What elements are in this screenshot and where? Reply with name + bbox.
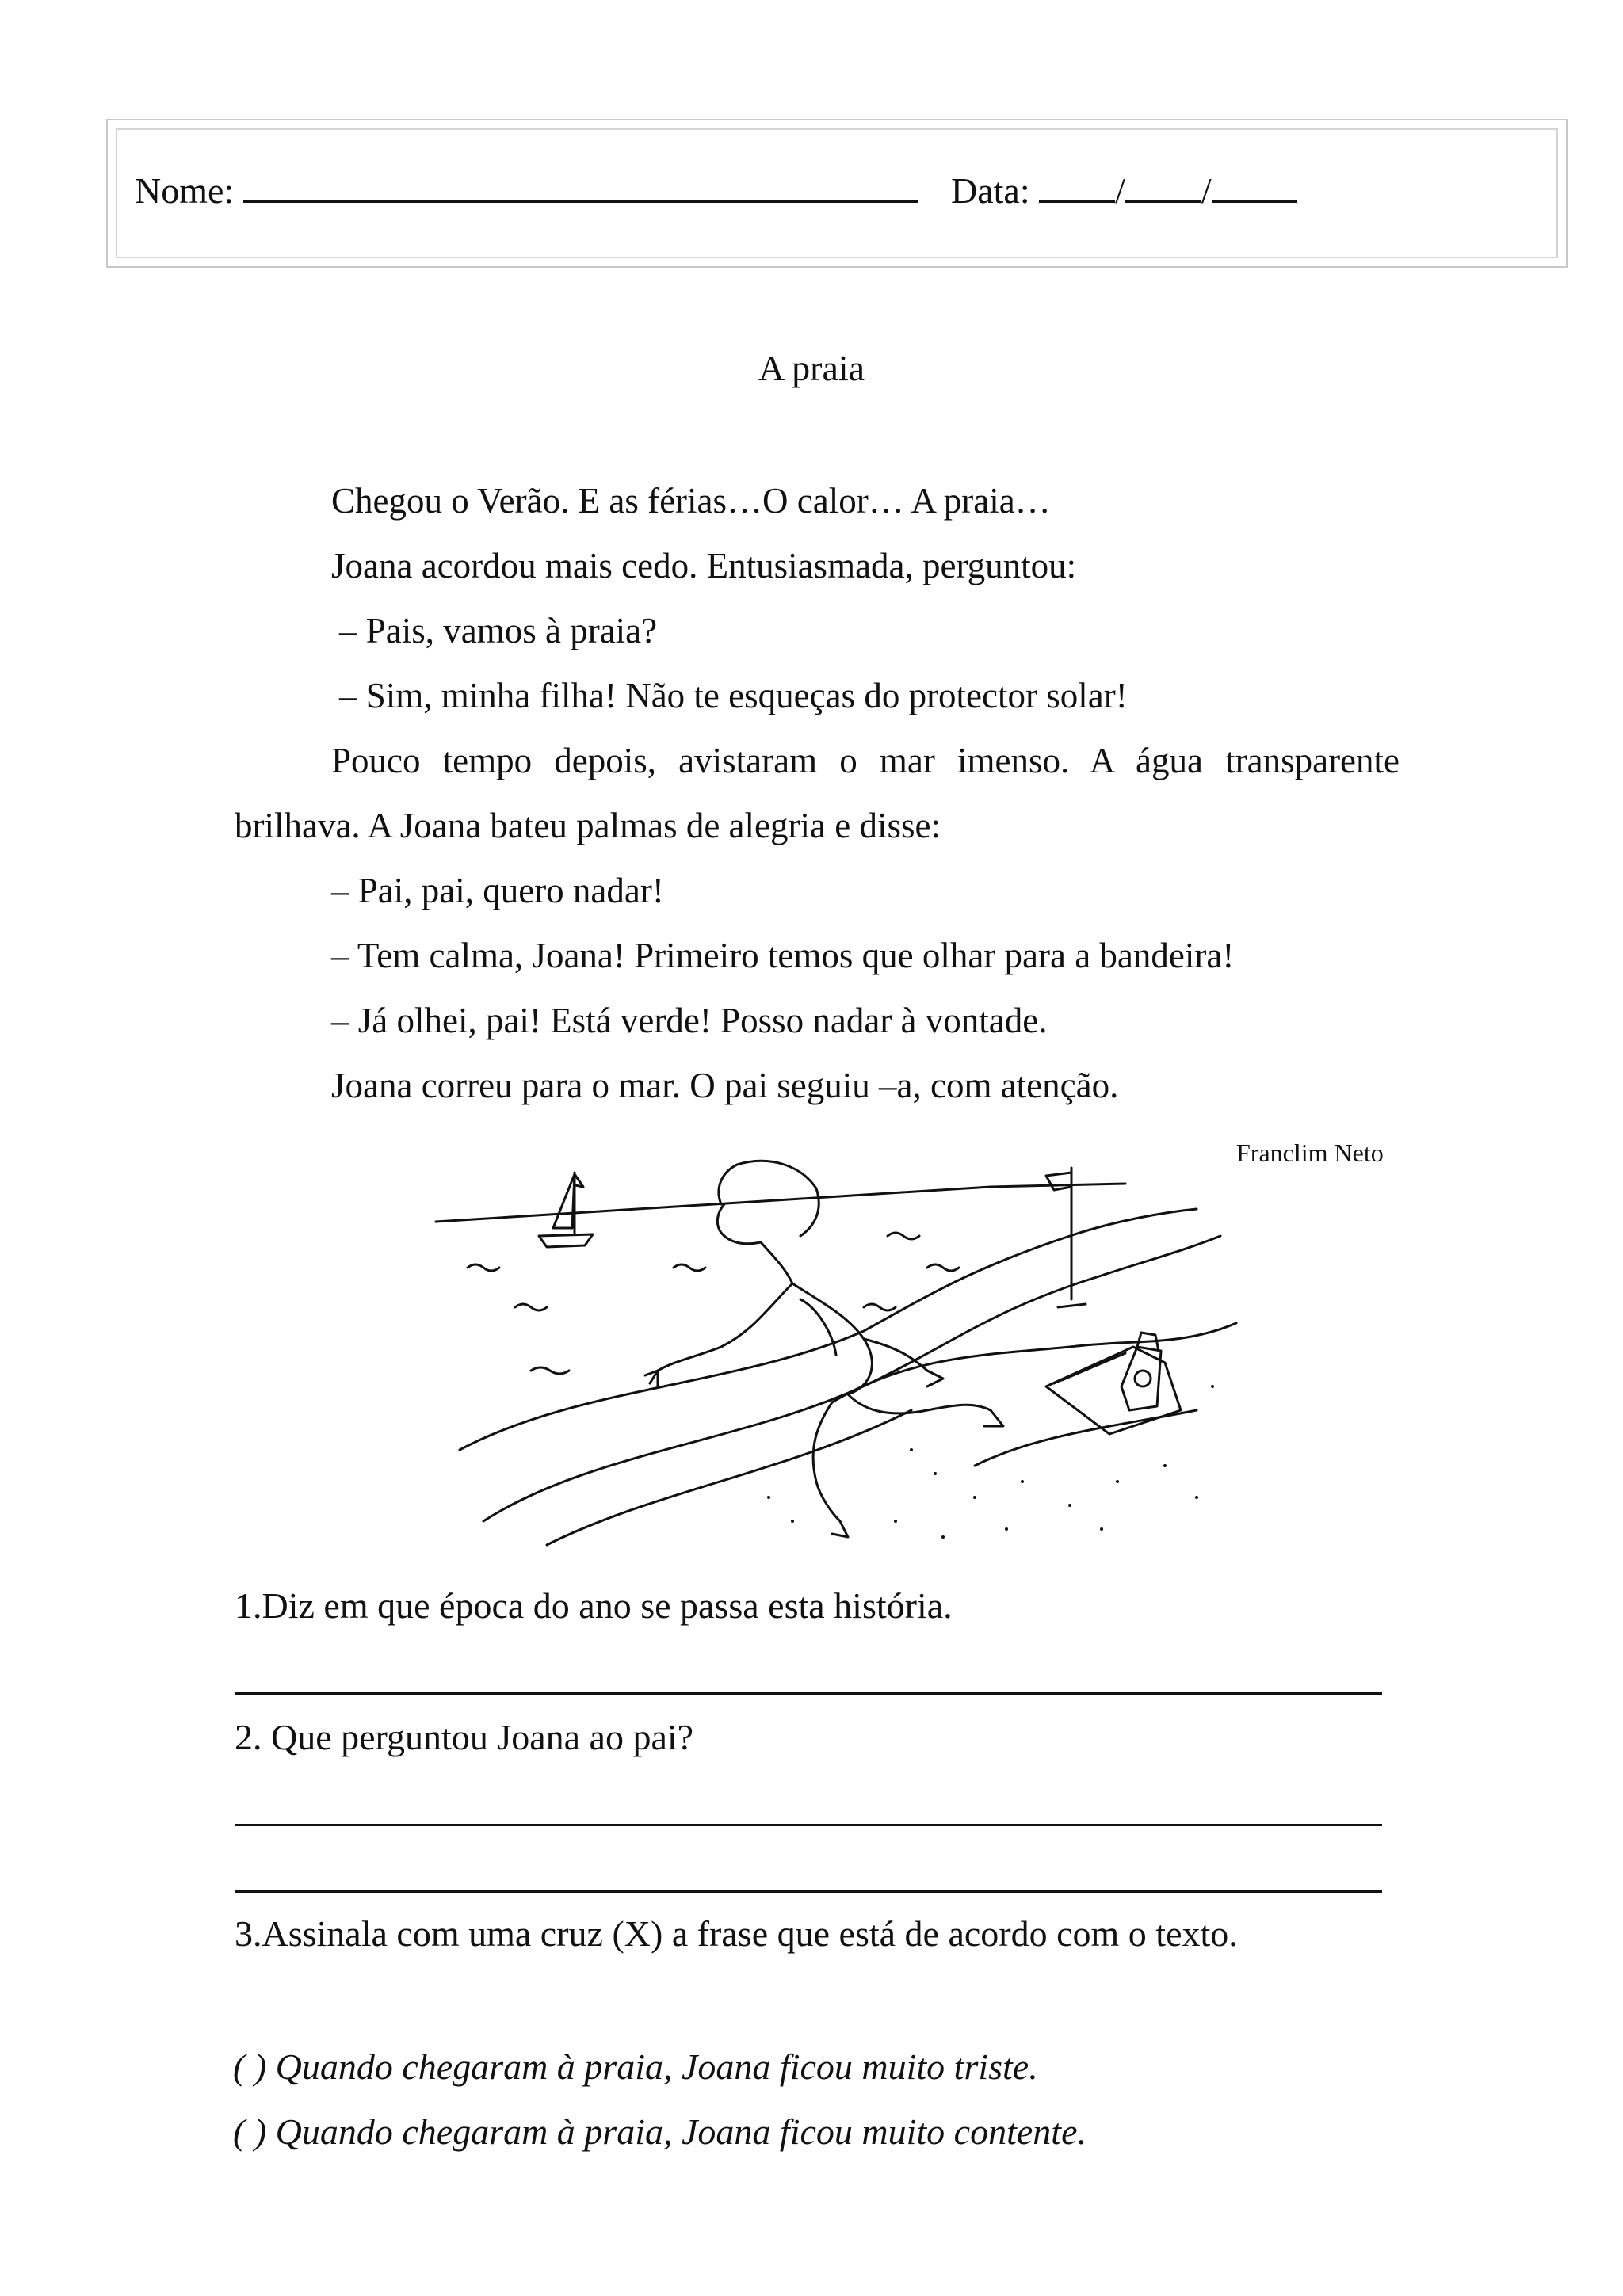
date-label: Data: bbox=[951, 170, 1030, 211]
answer-line-1[interactable] bbox=[235, 1692, 1382, 1695]
option-sad[interactable]: ( ) Quando chegaram à praia, Joana ficou muito triste. bbox=[233, 2046, 1038, 2087]
girl-running-icon bbox=[645, 1161, 1003, 1537]
sunscreen-bottle-icon bbox=[1121, 1333, 1161, 1410]
month-blank[interactable] bbox=[1125, 174, 1201, 203]
paragraph-line: brilhava. A Joana bateu palmas de alegria e disse: bbox=[235, 806, 941, 845]
name-field[interactable] bbox=[135, 170, 918, 211]
name-blank[interactable] bbox=[243, 174, 918, 203]
dialogue-line: – Sim, minha filha! Não te esqueças do protector solar! bbox=[339, 676, 1128, 715]
option-happy[interactable]: ( ) Quando chegaram à praia, Joana ficou muito contente. bbox=[233, 2111, 1086, 2152]
day-blank[interactable] bbox=[1039, 174, 1115, 203]
answer-line-2[interactable] bbox=[235, 1824, 1382, 1826]
dialogue-line: – Tem calma, Joana! Primeiro temos que olhar para a bandeira! bbox=[331, 936, 1235, 975]
date-slash: / bbox=[1115, 170, 1125, 211]
page-title: A praia bbox=[758, 348, 865, 388]
year-blank[interactable] bbox=[1212, 174, 1297, 203]
header-box bbox=[106, 119, 1568, 268]
dialogue-line: – Pais, vamos à praia? bbox=[339, 611, 658, 650]
horizon-line bbox=[436, 1184, 1125, 1222]
answer-line-3[interactable] bbox=[235, 1890, 1382, 1893]
paragraph-line: Joana acordou mais cedo. Entusiasmada, perguntou: bbox=[331, 546, 1077, 585]
date-field[interactable] bbox=[951, 170, 1297, 211]
paragraph-line: Pouco tempo depois, avistaram o mar imenso. A água transparente bbox=[331, 741, 1400, 780]
paragraph-line: Chegou o Verão. E as férias…O calor… A praia… bbox=[331, 481, 1051, 521]
question-2: 2. Que perguntou Joana ao pai? bbox=[235, 1717, 694, 1757]
paragraph-line: Joana correu para o mar. O pai seguiu –a, com atenção. bbox=[331, 1066, 1119, 1105]
question-1: 1.Diz em que época do ano se passa esta história. bbox=[235, 1585, 953, 1626]
question-3: 3.Assinala com uma cruz (X) a frase que está de acordo com o texto. bbox=[235, 1913, 1238, 1954]
name-label: Nome: bbox=[135, 170, 235, 211]
beach-illustration bbox=[420, 1149, 1300, 1561]
author-credit: Franclim Neto bbox=[1236, 1138, 1384, 1167]
dialogue-line: – Pai, pai, quero nadar! bbox=[331, 871, 664, 910]
sailboat-icon bbox=[539, 1173, 593, 1247]
dialogue-line: – Já olhei, pai! Está verde! Posso nadar à vontade. bbox=[331, 1001, 1048, 1040]
date-slash: / bbox=[1201, 170, 1212, 211]
